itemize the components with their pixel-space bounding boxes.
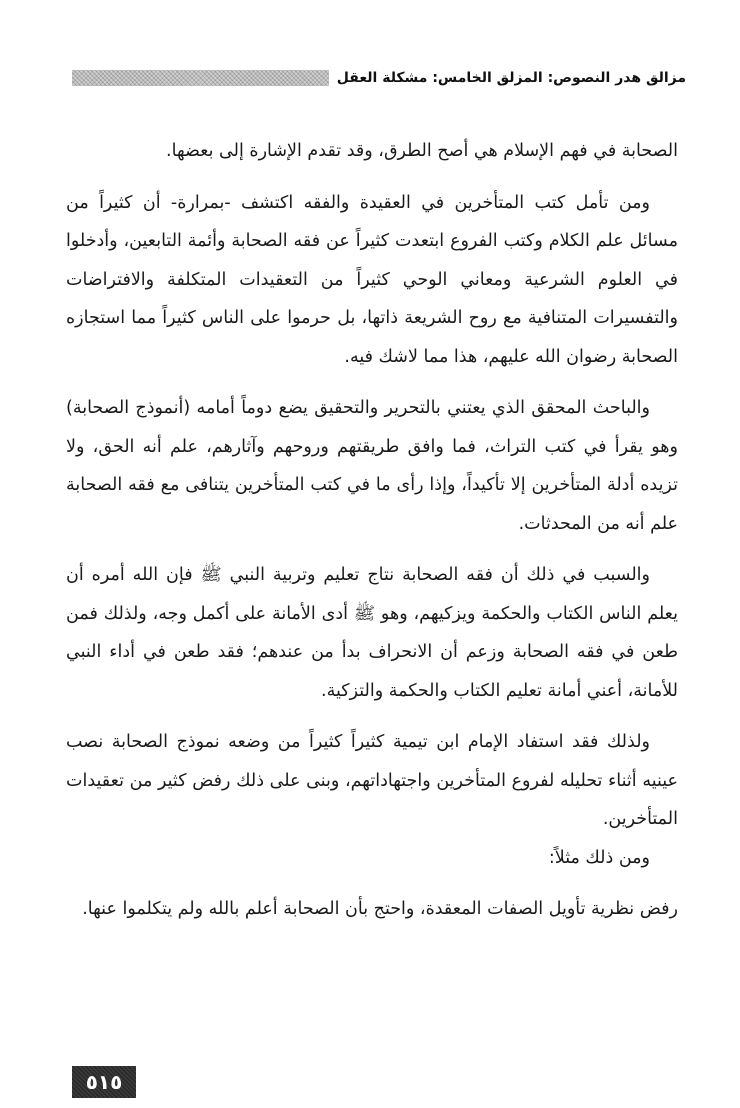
paragraph: رفض نظرية تأويل الصفات المعقدة، واحتج بأن الصحابة أعلم بالله ولم يتكلموا عنها. xyxy=(82,899,678,919)
paragraph: والسبب في ذلك أن فقه الصحابة نتاج تعليم وتربية النبي ﷺ فإن الله أمره أن يعلم الناس الكتاب والحكمة ويزكيهم، وهو ﷺ أدى الأمانة على أكمل وجه، ولذلك فمن طعن في فقه الصحابة وزعم أن الانحراف بدأ من عندهم؛ فقد طعن في أداء النبي للأمانة، أعني أمانة تعليم الكتاب والحكمة والتزكية. xyxy=(66,565,678,701)
running-header xyxy=(72,66,686,90)
page-number: ٥١٥ xyxy=(72,1066,136,1098)
header-rule-bar xyxy=(72,70,329,86)
paragraph: ومن تأمل كتب المتأخرين في العقيدة والفقه اكتشف -بمرارة- أن كثيراً من مسائل علم الكلام وكتب الفروع ابتعدت كثيراً عن فقه الصحابة وأئمة التابعين، وأدخلوا في العلوم الشرعية ومعاني الوحي كثيراً من التعقيدات المتكلفة والافتراضات والتفسيرات المتنافية مع روح الشريعة ذاتها، بل حرموا على الناس كثيراً مما استجازه الصحابة رضوان الله عليهم، هذا مما لاشك فيه. xyxy=(66,192,678,367)
header-title: مزالق هدر النصوص: المزلق الخامس: مشكلة العقل xyxy=(336,70,686,86)
paragraph: والباحث المحقق الذي يعتني بالتحرير والتحقيق يضع دوماً أمامه (أنموذج الصحابة) وهو يقرأ في كتب التراث، فما وافق طريقتهم وروحهم وآثارهم، علم أنه الحق، ولا تزيده أدلة المتأخرين إلا تأكيداً، وإذا رأى ما في كتب المتأخرين يتنافى مع فقه الصحابة علم أنه من المحدثات. xyxy=(66,398,678,534)
paragraph-continuation: الصحابة في فهم الإسلام هي أصح الطرق، وقد تقدم الإشارة إلى بعضها. xyxy=(166,141,678,161)
paragraph: ولذلك فقد استفاد الإمام ابن تيمية كثيراً كثيراً من وضعه نموذج الصحابة نصب عينيه أثناء تحليله لفروع المتأخرين واجتهاداتهم، وبنى على ذلك رفض كثير من تعقيدات المتأخرين. xyxy=(66,732,678,829)
paragraph: ومن ذلك مثلاً: xyxy=(548,847,650,868)
body-text xyxy=(66,132,678,929)
